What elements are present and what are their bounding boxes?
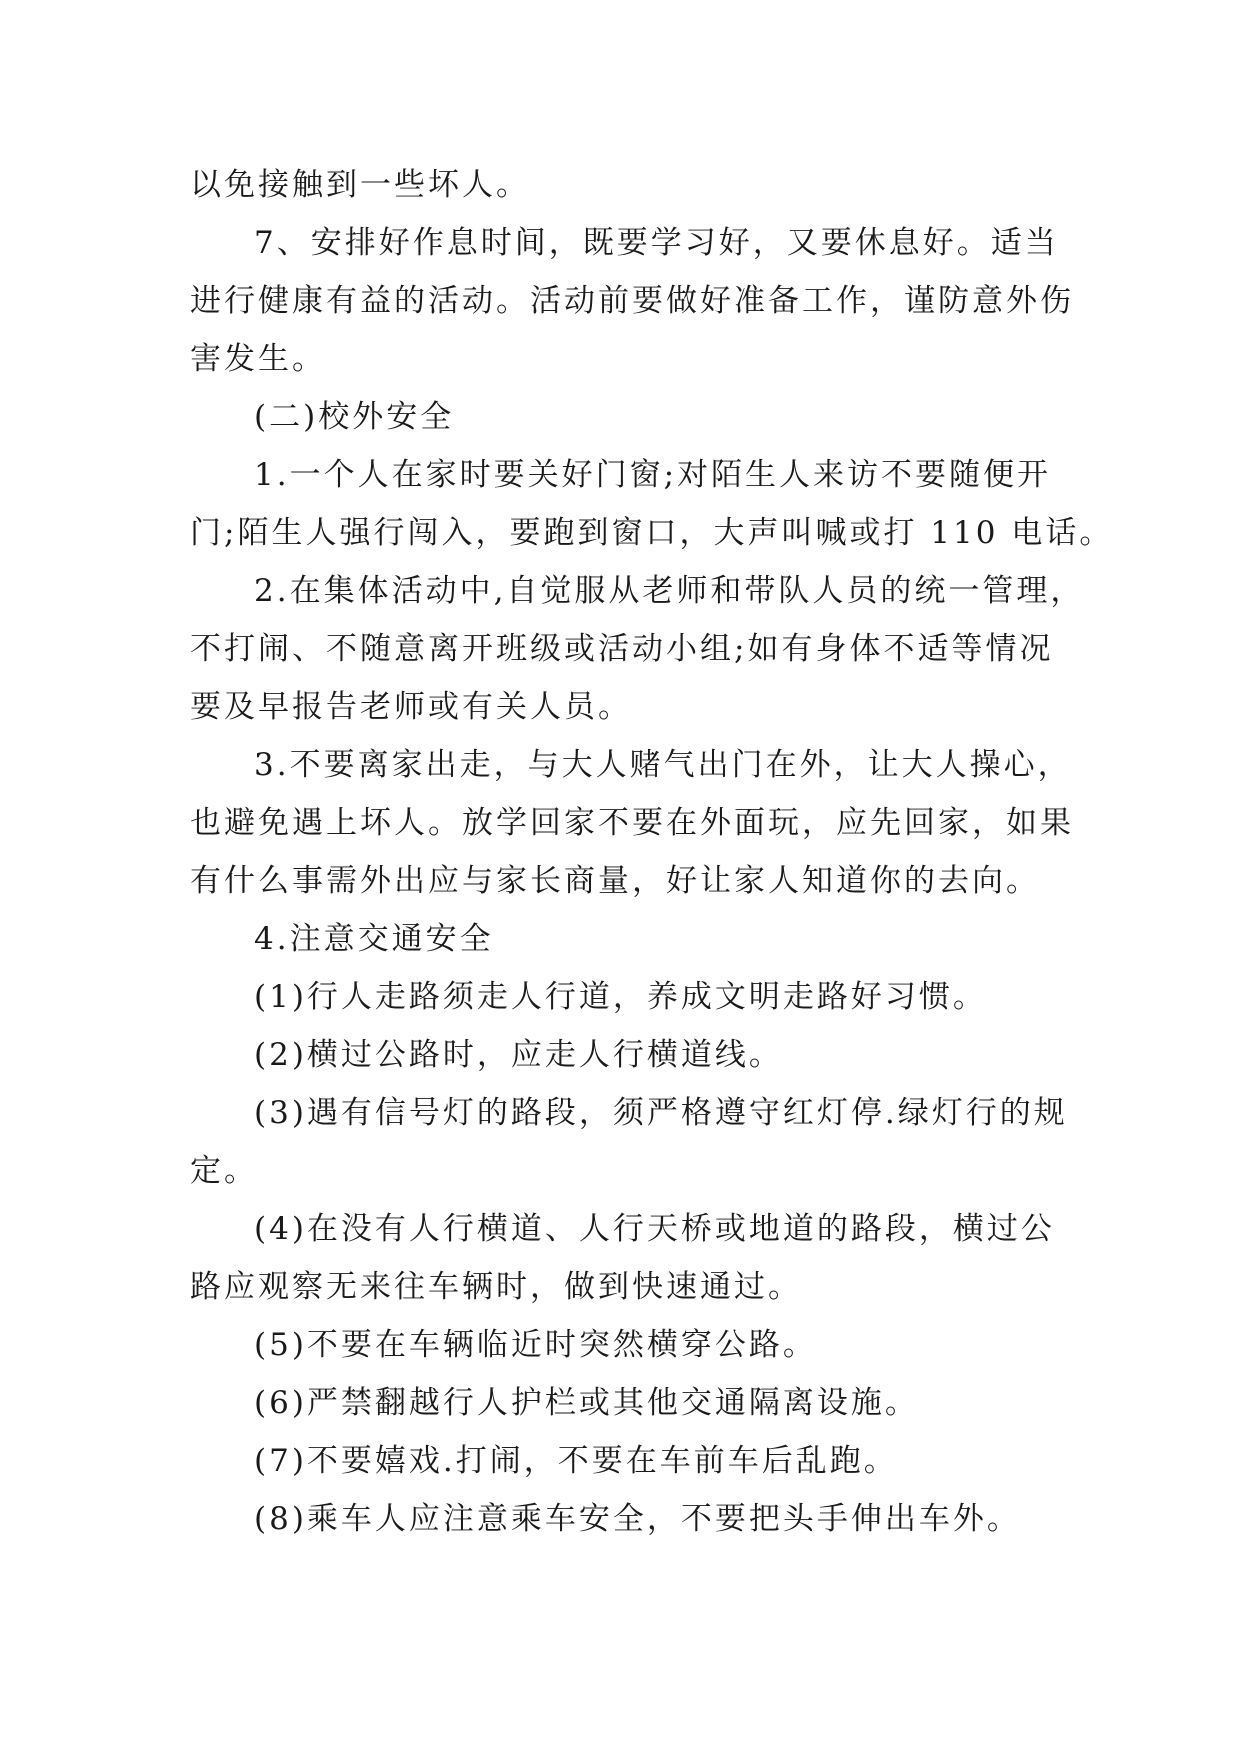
- paragraph-item-1: [190, 446, 1114, 562]
- text-line: (1)行人走路须走人行道，养成文明走路好习惯。: [254, 979, 987, 1015]
- text-line: 2.在集体活动中,自觉服从老师和带队人员的统一管理，: [254, 573, 1085, 609]
- text-line: (7)不要嬉戏.打闹，不要在车前车后乱跑。: [254, 1443, 898, 1479]
- text-line: 7、安排好作息时间，既要学习好，又要休息好。适当: [254, 225, 1059, 261]
- text-line: 不打闹、不随意离开班级或活动小组;如有身体不适等情况: [190, 631, 1054, 667]
- text-line: 也避免遇上坏人。放学回家不要在外面玩，应先回家，如果: [190, 805, 1074, 841]
- text-line: (3)遇有信号灯的路段，须严格遵守红灯停.绿灯行的规: [254, 1095, 1068, 1131]
- paragraph-item-7: [190, 214, 1074, 388]
- sub-item-7: [190, 1432, 1070, 1490]
- paragraph-item-3: [190, 736, 1074, 910]
- text-line: (2)横过公路时，应走人行横道线。: [254, 1037, 783, 1073]
- document-body: [190, 156, 1114, 1548]
- sub-item-1: [190, 968, 1070, 1026]
- text-line: (8)乘车人应注意乘车安全，不要把头手伸出车外。: [254, 1501, 1021, 1537]
- text-line: (4)在没有人行横道、人行天桥或地道的路段，横过公: [254, 1211, 1055, 1247]
- paragraph-item-4: [190, 910, 1070, 968]
- sub-item-6: [190, 1374, 1070, 1432]
- text-line: 4.注意交通安全: [254, 921, 494, 957]
- text-line: 有什么事需外出应与家长商量，好让家人知道你的去向。: [190, 863, 1040, 899]
- text-line: 以免接触到一些坏人。: [190, 167, 530, 203]
- text-line: 3.不要离家出走，与大人赌气出门在外，让大人操心，: [254, 747, 1072, 783]
- paragraph-item-2: [190, 562, 1085, 736]
- text-line: 门;陌生人强行闯入，要跑到窗口，大声叫喊或打 110 电话。: [190, 515, 1114, 551]
- text-line: 要及早报告老师或有关人员。: [190, 689, 632, 725]
- text-line: 定。: [190, 1153, 258, 1189]
- sub-item-5: [190, 1316, 1070, 1374]
- sub-item-3: [190, 1084, 1070, 1200]
- text-line: 路应观察无来往车辆时，做到快速通过。: [190, 1269, 802, 1305]
- section-heading: (二)校外安全: [254, 399, 455, 435]
- section-heading-off-campus: [190, 388, 1070, 446]
- text-line: (6)严禁翻越行人护栏或其他交通隔离设施。: [254, 1385, 919, 1421]
- text-line: 进行健康有益的活动。活动前要做好准备工作，谨防意外伤: [190, 283, 1074, 319]
- sub-item-4: [190, 1200, 1070, 1316]
- text-line: (5)不要在车辆临近时突然横穿公路。: [254, 1327, 817, 1363]
- paragraph-0: [190, 156, 1070, 214]
- text-line: 害发生。: [190, 341, 326, 377]
- text-line: 1.一个人在家时要关好门窗;对陌生人来访不要随便开: [254, 457, 1052, 493]
- sub-item-8: [190, 1490, 1070, 1548]
- sub-item-2: [190, 1026, 1070, 1084]
